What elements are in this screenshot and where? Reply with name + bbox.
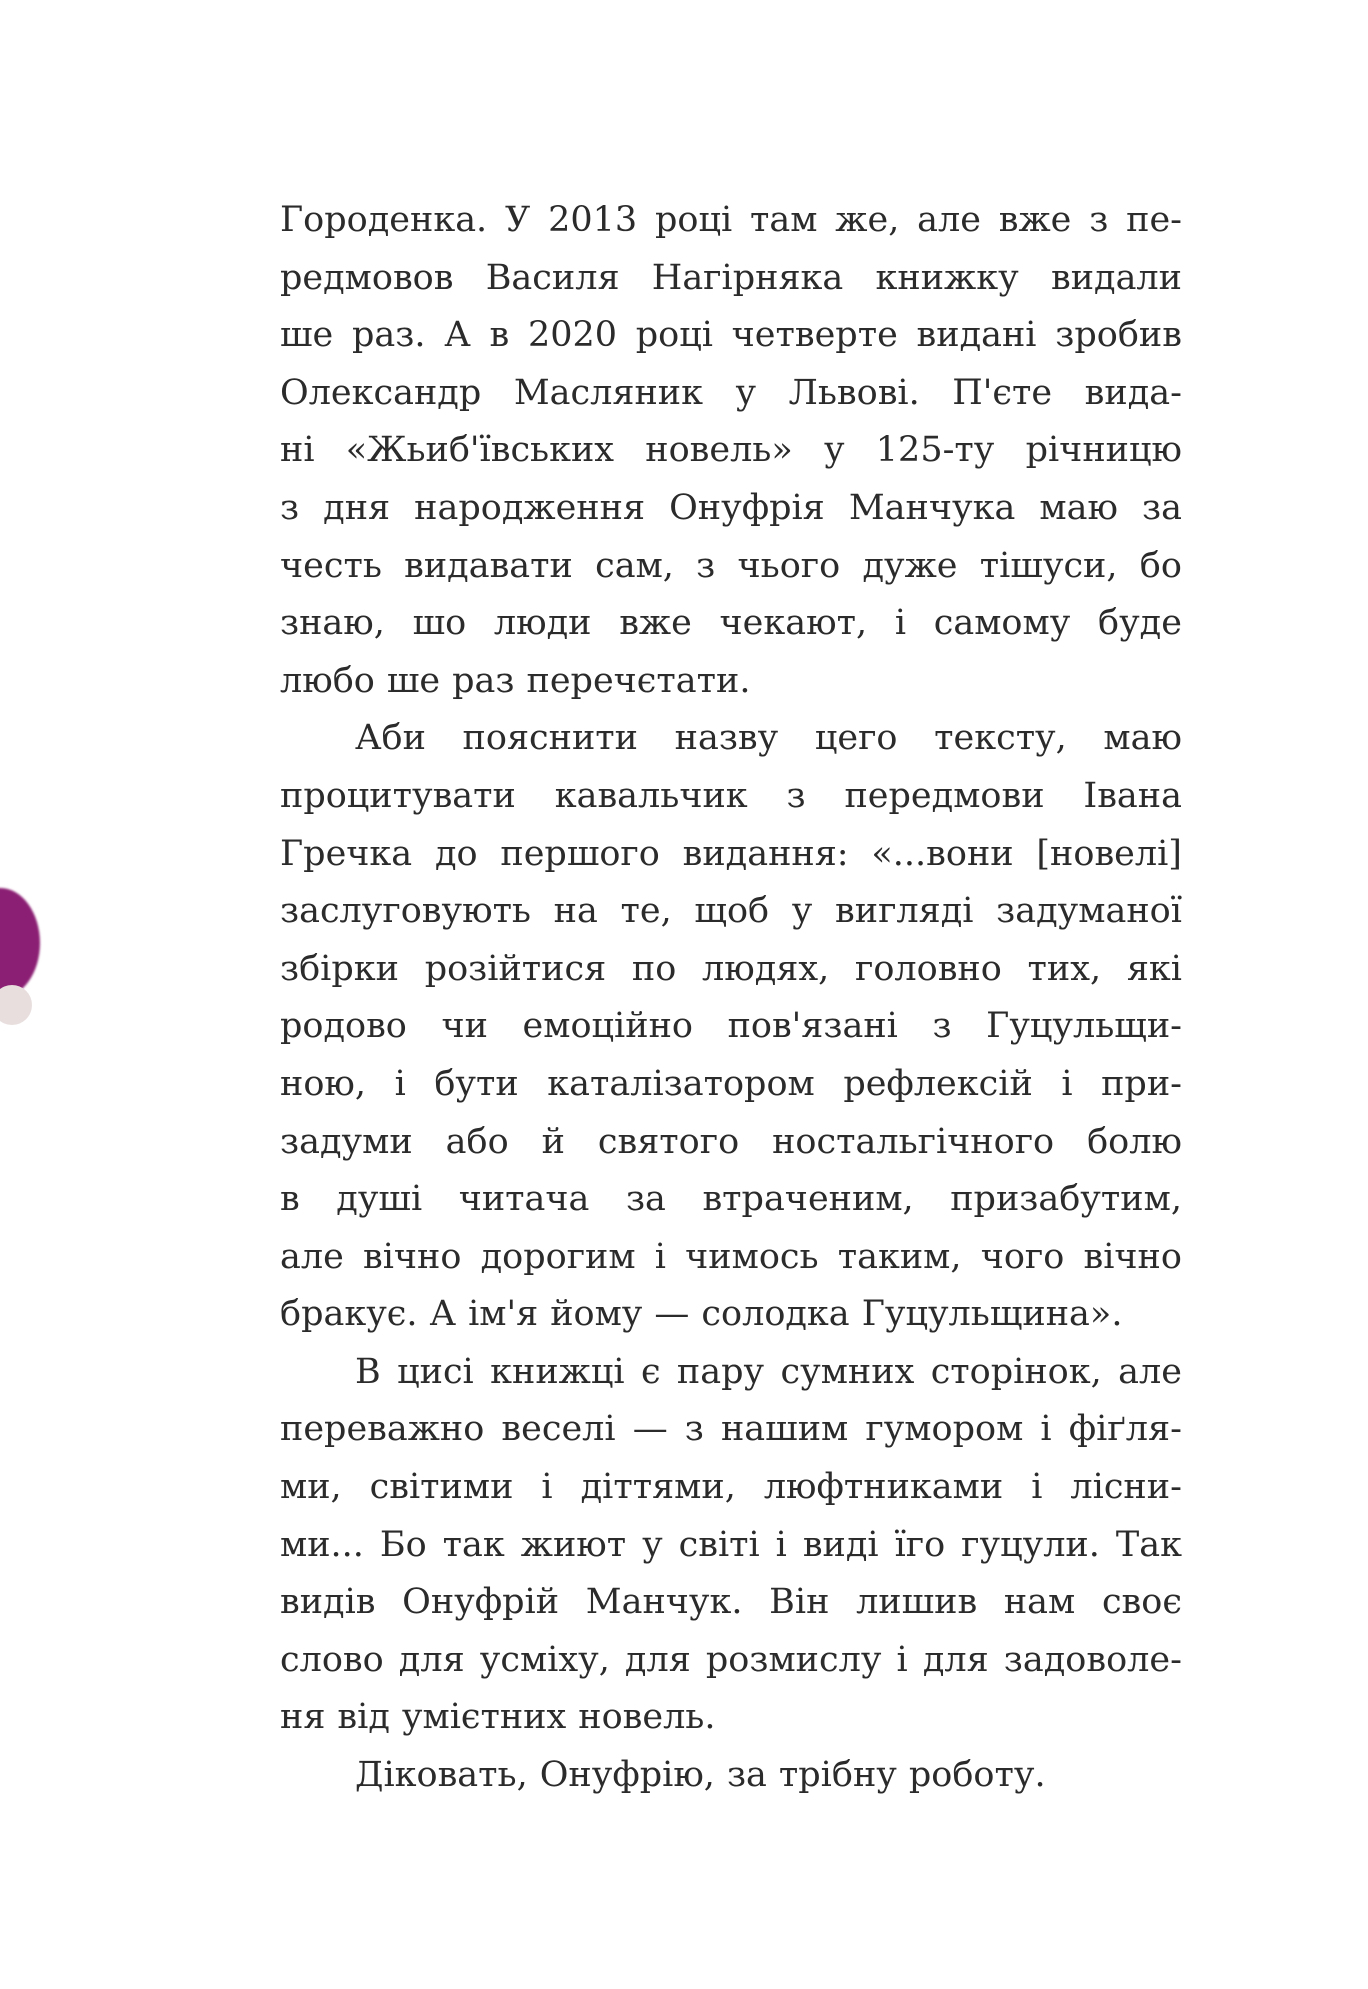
word: Львові. xyxy=(788,372,920,413)
word: чього xyxy=(737,545,841,586)
word: вже xyxy=(998,200,1072,240)
word: люди xyxy=(493,603,592,644)
word: переважно xyxy=(280,1409,485,1450)
text-line xyxy=(280,538,1182,596)
text-line xyxy=(280,1401,1182,1459)
word: які xyxy=(1126,948,1182,989)
word: ною, xyxy=(280,1063,366,1104)
word: В xyxy=(355,1351,381,1392)
word: щоб xyxy=(694,891,770,932)
word: процитувати xyxy=(280,775,516,816)
word: видані xyxy=(916,315,1037,356)
word: ми, xyxy=(280,1467,342,1508)
word: книжку xyxy=(875,257,1019,298)
word: Онуфрія xyxy=(669,487,825,528)
word: там xyxy=(750,200,818,240)
word: кавальчик xyxy=(554,775,748,816)
word: П'єте xyxy=(952,372,1053,413)
word: Гречка xyxy=(280,833,413,874)
word: світими xyxy=(369,1467,514,1508)
word: чекают, xyxy=(719,603,868,644)
word: за xyxy=(1142,487,1182,528)
word: і xyxy=(775,1524,787,1565)
word: задуми xyxy=(280,1121,413,1162)
word: ми... xyxy=(280,1524,364,1565)
word: Василя xyxy=(485,257,620,298)
text-line xyxy=(280,365,1182,423)
word: дня xyxy=(323,487,391,528)
word: А xyxy=(429,1294,457,1335)
word: річницю xyxy=(1025,430,1182,471)
word: їго xyxy=(894,1524,946,1565)
word: трібну xyxy=(778,1755,897,1796)
text-line xyxy=(280,1574,1182,1632)
word: за xyxy=(625,1179,666,1220)
word: в xyxy=(489,315,510,356)
word: збірки xyxy=(280,948,399,989)
word: назву xyxy=(674,718,779,759)
word: цего xyxy=(814,718,898,759)
word: і xyxy=(896,1639,908,1680)
word: головно xyxy=(854,948,1002,989)
word: Онуфрій xyxy=(402,1582,560,1623)
word: першого xyxy=(500,833,660,874)
word: Так xyxy=(1115,1524,1182,1565)
word: з xyxy=(684,1409,704,1450)
word: Масляник xyxy=(513,372,703,413)
word: пояснити xyxy=(462,718,638,759)
word: «Жьиб'ївських xyxy=(345,430,615,471)
word: ня xyxy=(280,1697,326,1738)
text-line xyxy=(280,768,1182,826)
word: є xyxy=(640,1351,661,1392)
word: світі xyxy=(678,1524,760,1565)
word: розмислу xyxy=(705,1639,882,1680)
text-line xyxy=(280,1344,1182,1402)
word: від xyxy=(337,1697,390,1738)
text-line xyxy=(280,998,1182,1056)
word: книжці xyxy=(490,1351,625,1392)
word: тексту, xyxy=(934,718,1067,759)
word: цисі xyxy=(397,1351,474,1392)
word: святого xyxy=(597,1121,740,1162)
word: люфтниками xyxy=(763,1467,1004,1508)
text-line xyxy=(280,1689,1182,1747)
text-line xyxy=(280,422,1182,480)
word: [новелі] xyxy=(1036,833,1182,874)
word: — xyxy=(654,1294,690,1335)
word: у xyxy=(642,1524,663,1565)
text-line xyxy=(280,653,1182,711)
text-line xyxy=(280,883,1182,941)
word: ше xyxy=(280,315,334,356)
word: Бо xyxy=(379,1524,427,1565)
word: задуманої xyxy=(996,891,1182,932)
word: тих, xyxy=(1027,948,1102,989)
word: раз. xyxy=(352,315,426,356)
word: перечєтати. xyxy=(526,660,751,701)
word: для xyxy=(922,1639,989,1680)
text-line xyxy=(280,1517,1182,1575)
word: сторінок, xyxy=(930,1351,1102,1392)
word: Манчука xyxy=(848,487,1016,528)
word: усміху, xyxy=(479,1639,610,1680)
word: сумних xyxy=(780,1351,915,1392)
word: солодка xyxy=(701,1294,850,1335)
word: і xyxy=(1040,1409,1052,1450)
word: видали xyxy=(1050,257,1182,298)
word: А xyxy=(444,315,471,356)
word: році xyxy=(655,200,733,240)
word: пе- xyxy=(1126,200,1182,240)
word: з xyxy=(696,545,716,586)
text-line xyxy=(280,1286,1182,1344)
word: таким, xyxy=(837,1236,962,1277)
word: бути xyxy=(434,1063,519,1104)
text-line xyxy=(280,1632,1182,1690)
word: Городенка. xyxy=(280,200,488,240)
text-line xyxy=(280,1229,1182,1287)
word: так xyxy=(442,1524,505,1565)
word: ностальгічного xyxy=(772,1121,1055,1162)
word: буде xyxy=(1098,603,1182,644)
word: шо xyxy=(412,603,467,644)
word: і xyxy=(654,1236,666,1277)
word: або xyxy=(445,1121,509,1162)
word: для xyxy=(624,1639,691,1680)
word: пару xyxy=(676,1351,765,1392)
word: емоційно xyxy=(522,1006,693,1047)
word: же, xyxy=(835,200,900,240)
word: але xyxy=(280,1236,344,1277)
word: вічно xyxy=(363,1236,462,1277)
word: новель» xyxy=(645,430,793,471)
word: Гуцульщина». xyxy=(861,1294,1123,1335)
word: лишив xyxy=(856,1582,978,1623)
word: йому xyxy=(550,1294,643,1335)
word: Манчук. xyxy=(585,1582,743,1623)
word: задоволе- xyxy=(1003,1639,1182,1680)
text-line xyxy=(280,1171,1182,1229)
word: і xyxy=(394,1063,406,1104)
word: народження xyxy=(414,487,646,528)
text-line xyxy=(280,710,1182,768)
word: призабутим, xyxy=(950,1179,1182,1220)
word: вида- xyxy=(1084,372,1182,413)
word: з xyxy=(280,487,300,528)
word: передмови xyxy=(844,775,1045,816)
word: але xyxy=(1118,1351,1182,1392)
text-line xyxy=(280,826,1182,884)
word: 2013 xyxy=(548,200,638,240)
word: четверте xyxy=(731,315,898,356)
word: У xyxy=(505,200,531,240)
word: тішуси, xyxy=(979,545,1118,586)
word: нам xyxy=(1003,1582,1076,1623)
word: самому xyxy=(933,603,1071,644)
word: вічно xyxy=(1083,1236,1182,1277)
word: знаю, xyxy=(280,603,385,644)
word: болю xyxy=(1087,1121,1182,1162)
body-text xyxy=(280,192,1182,1805)
word: рефлексій xyxy=(843,1063,1033,1104)
word: веселі xyxy=(501,1409,616,1450)
word: роботу. xyxy=(908,1755,1046,1796)
text-line xyxy=(280,1747,1182,1805)
word: з xyxy=(1089,200,1109,240)
word: каталізатором xyxy=(547,1063,815,1104)
text-line xyxy=(280,595,1182,653)
word: вже xyxy=(619,603,692,644)
word: виді xyxy=(802,1524,879,1565)
word: і xyxy=(894,603,907,644)
word: заслуговують xyxy=(280,891,531,932)
word: Онуфрію, xyxy=(539,1755,715,1796)
word: дуже xyxy=(862,545,958,586)
word: році xyxy=(635,315,713,356)
word: Він xyxy=(769,1582,830,1623)
word: гумором xyxy=(865,1409,1024,1450)
text-line xyxy=(280,250,1182,308)
word: своє xyxy=(1101,1582,1182,1623)
word: чимось xyxy=(685,1236,819,1277)
word: те, xyxy=(620,891,672,932)
edge-shadow xyxy=(0,985,32,1025)
word: «...вони xyxy=(871,833,1014,874)
word: жиют xyxy=(520,1524,627,1565)
text-line xyxy=(280,941,1182,999)
word: Діковать, xyxy=(355,1755,528,1796)
word: честь xyxy=(280,545,382,586)
word: умієтних xyxy=(401,1697,567,1738)
text-line xyxy=(280,1114,1182,1172)
word: ім'я xyxy=(468,1294,539,1335)
word: новель. xyxy=(578,1697,716,1738)
word: фіґля- xyxy=(1068,1409,1182,1450)
word: і xyxy=(541,1467,553,1508)
word: Івана xyxy=(1083,775,1182,816)
word: у xyxy=(791,891,813,932)
word: пов'язані xyxy=(727,1006,898,1047)
word: на xyxy=(553,891,598,932)
word: діттями, xyxy=(580,1467,736,1508)
word: ні xyxy=(280,430,315,471)
word: вигляді xyxy=(835,891,974,932)
word: лісни- xyxy=(1070,1467,1182,1508)
word: але xyxy=(917,200,981,240)
word: бракує. xyxy=(280,1294,418,1335)
word: душі xyxy=(336,1179,423,1220)
word: маю xyxy=(1039,487,1118,528)
word: видання: xyxy=(682,833,849,874)
word: до xyxy=(434,833,478,874)
word: дорогим xyxy=(480,1236,636,1277)
word: для xyxy=(398,1639,465,1680)
word: раз xyxy=(452,660,515,701)
word: Нагірняка xyxy=(651,257,844,298)
word: з xyxy=(786,775,806,816)
word: родово xyxy=(280,1006,407,1047)
word: сам, xyxy=(595,545,674,586)
word: у xyxy=(735,372,757,413)
word: — xyxy=(632,1409,668,1450)
word: слово xyxy=(280,1639,384,1680)
word: втраченим, xyxy=(702,1179,914,1220)
text-line xyxy=(280,480,1182,538)
text-line xyxy=(280,1056,1182,1114)
word: маю xyxy=(1103,718,1182,759)
word: чи xyxy=(441,1006,488,1047)
word: по xyxy=(631,948,677,989)
text-line xyxy=(280,1459,1182,1517)
word: розійтися xyxy=(424,948,607,989)
word: й xyxy=(541,1121,565,1162)
word: редмовов xyxy=(280,257,454,298)
word: чого xyxy=(980,1236,1065,1277)
word: людях, xyxy=(702,948,830,989)
word: Гуцульщи- xyxy=(986,1006,1182,1047)
word: при- xyxy=(1101,1063,1182,1104)
word: з xyxy=(932,1006,952,1047)
word: гуцули. xyxy=(961,1524,1100,1565)
word: нашим xyxy=(720,1409,849,1450)
word: видавати xyxy=(404,545,573,586)
word: 2020 xyxy=(527,315,618,356)
word: Аби xyxy=(355,718,426,759)
word: 125-ту xyxy=(875,430,995,471)
word: ше xyxy=(386,660,441,701)
word: читача xyxy=(458,1179,590,1220)
word: видів xyxy=(280,1582,376,1623)
word: за xyxy=(726,1755,767,1796)
word: любо xyxy=(280,660,375,701)
word: і xyxy=(1061,1063,1073,1104)
text-line xyxy=(280,192,1182,250)
word: і xyxy=(1031,1467,1043,1508)
text-line xyxy=(280,307,1182,365)
word: бо xyxy=(1139,545,1182,586)
purple-edge-blot xyxy=(0,888,40,998)
word: у xyxy=(823,430,845,471)
word: Олександр xyxy=(280,372,482,413)
word: в xyxy=(280,1179,300,1220)
word: зробив xyxy=(1055,315,1182,356)
